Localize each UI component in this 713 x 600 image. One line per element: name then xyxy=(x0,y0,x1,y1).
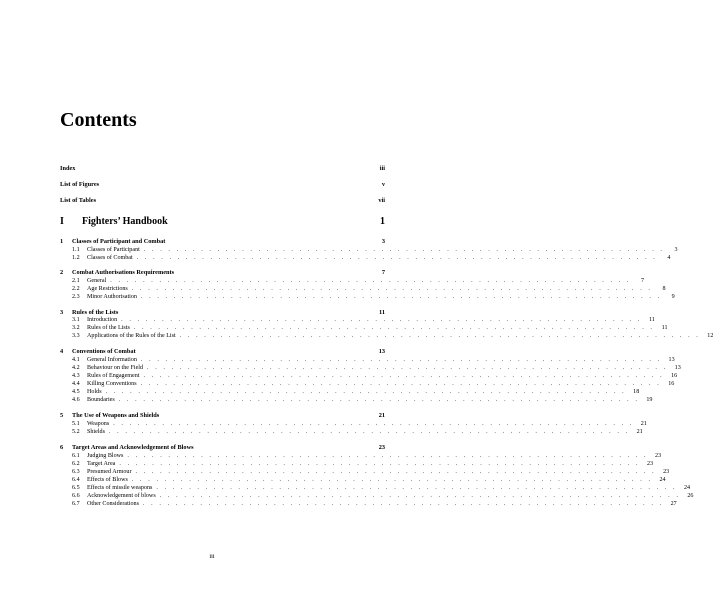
toc-section-number: 6.3 xyxy=(72,469,80,475)
toc-section-number: 4.5 xyxy=(72,389,80,395)
toc-section-number: 5.2 xyxy=(72,429,80,435)
toc-chapter-page: 23 xyxy=(378,444,385,451)
dot-leader: . . . . . . . . . . . . . . . . . . . . . . . . . . . . . . . . . . . . . . . . . . . . . . . . . . . . . . . . . . . . . . . . xyxy=(143,373,665,379)
toc-chapter-title: Conventions of Combat xyxy=(72,348,136,355)
toc-entry-part[interactable] xyxy=(60,216,385,228)
toc-chapter-page: 13 xyxy=(378,348,385,355)
dot-leader: . . . . . . . . . . . . . . . . . . . . . . . . . . . . . . . . . . . . . . . . . . . . . . . . . . . . . . . . . . . . . . . . xyxy=(156,485,678,491)
toc-section-title: Judging Blows xyxy=(87,453,124,459)
toc-chapter-page: 3 xyxy=(381,238,385,245)
toc-section-title: Other Considerations xyxy=(87,501,139,507)
toc-section-page: 12 xyxy=(707,333,713,339)
dot-leader: . . . . . . . . . . . . . . . . . . . . . . . . . . . . . . . . . . . . . . . . . . . . . . . . . . . . . . . . . . . . . . . . xyxy=(118,397,640,403)
toc-entry-title: List of Tables xyxy=(60,197,97,204)
toc-section-page: 13 xyxy=(674,365,681,371)
toc-section-page: 4 xyxy=(667,255,671,261)
dot-leader: . . . . . . . . . . . . . . . . . . . . . . . . . . . . . . . . . . . . . . . . . . . . . . . . . . . . . . . . . . . . . . . . xyxy=(113,421,634,427)
toc-entry-section[interactable] xyxy=(60,254,671,262)
toc-section-number: 3.2 xyxy=(72,325,80,331)
toc-section-number: 1.1 xyxy=(72,247,80,253)
toc-section-number: 3.1 xyxy=(72,317,80,323)
toc-section-title: Effects of missile weapons xyxy=(87,485,153,491)
toc-section-title: Classes of Participant xyxy=(87,247,140,253)
page-title: Contents xyxy=(60,109,137,131)
toc-section-number: 6.5 xyxy=(72,485,80,491)
toc-section-page: 23 xyxy=(647,461,654,467)
toc-entry-page: v xyxy=(381,181,385,188)
toc-section-number: 6.7 xyxy=(72,501,80,507)
dot-leader: . . . . . . . . . . . . . . . . . . . . . . . . . . . . . . . . . . . . . . . . . . . . . . . . . . . . . . . . . . . . . . . . xyxy=(131,286,653,292)
dot-leader: . . . . . . . . . . . . . . . . . . . . . . . . . . . . . . . . . . . . . . . . . . . . . . . . . . . . . . . . . . . . . . . . xyxy=(142,501,664,507)
toc-chapter-title: Target Areas and Acknowledgement of Blows xyxy=(72,444,194,451)
toc-section-number: 6.1 xyxy=(72,453,80,459)
toc-entry-chapter[interactable] xyxy=(60,411,385,420)
toc-section-page: 23 xyxy=(663,469,670,475)
toc-section-number: 6.2 xyxy=(72,461,80,467)
toc-section-number: 4.2 xyxy=(72,365,80,371)
toc-entry-front-matter[interactable] xyxy=(60,164,385,173)
dot-leader: . . . . . . . . . . . . . . . . . . . . . . . . . . . . . . . . . . . . . . . . . . . . . . . . . . . . . . . . . . . . . . . . xyxy=(179,333,701,339)
toc-entry-section[interactable] xyxy=(60,428,643,436)
dot-leader: . . . . . . . . . . . . . . . . . . . . . . . . . . . . . . . . . . . . . . . . . . . . . . . . . . . . . . . . . . . . . . . . xyxy=(143,247,665,253)
toc-entry-section[interactable] xyxy=(60,332,713,340)
toc-entry-title: List of Figures xyxy=(60,181,100,188)
toc-entry-page: vii xyxy=(378,197,385,204)
toc-chapter-title: Classes of Participant and Combat xyxy=(72,238,166,245)
toc-section-title: Acknowledgement of blows xyxy=(87,493,156,499)
toc-section-title: Minor Authorisation xyxy=(87,294,137,300)
toc-section-number: 4.6 xyxy=(72,397,80,403)
toc-section-title: Classes of Combat xyxy=(87,255,133,261)
toc-section-title: Age Restrictions xyxy=(87,286,128,292)
toc-entry-section[interactable] xyxy=(60,500,677,508)
toc-chapter-page: 7 xyxy=(381,269,385,276)
toc-section-number: 2.2 xyxy=(72,286,80,292)
toc-section-title: Target Area xyxy=(87,461,116,467)
toc-section-title: Rules of the Lists xyxy=(87,325,130,331)
toc-section-title: Presumed Armour xyxy=(87,469,132,475)
toc-section-page: 7 xyxy=(640,278,644,284)
toc-section-title: Holds xyxy=(87,389,102,395)
dot-leader: . . . . . . . . . . . . . . . . . . . . . . . . . . . . . . . . . . . . . . . . . . . . . . . . . . . . . . . . . . . . . . . . xyxy=(159,493,681,499)
dot-leader: . . . . . . . . . . . . . . . . . . . . . . . . . . . . . . . . . . . . . . . . . . . . . . . . . . . . . . . . . . . . . . . . xyxy=(108,429,630,435)
dot-leader: . . . . . . . . . . . . . . . . . . . . . . . . . . . . . . . . . . . . . . . . . . . . . . . . . . . . . . . . . . . . . . . . xyxy=(140,294,662,300)
toc-chapter-number: 2 xyxy=(60,269,64,276)
dot-leader: . . . . . . . . . . . . . . . . . . . . . . . . . . . . . . . . . . . . . . . . . . . . . . . . . . . . . . . . . . . . . . . . xyxy=(140,381,662,387)
dot-leader: . . . . . . . . . . . . . . . . . . . . . . . . . . . . . . . . . . . . . . . . . . . . . . . . . . . . . . . . . . . . . . . . xyxy=(147,365,668,371)
toc-section-page: 23 xyxy=(655,453,662,459)
toc-section-page: 16 xyxy=(668,381,675,387)
toc-entry-section[interactable] xyxy=(60,396,653,404)
toc-section-title: General xyxy=(87,278,107,284)
toc-entry-chapter[interactable] xyxy=(60,443,385,452)
toc-section-page: 13 xyxy=(668,357,675,363)
toc-chapter-number: 1 xyxy=(60,238,64,245)
toc-chapter-number: 4 xyxy=(60,348,64,355)
toc-section-title: Shields xyxy=(87,429,105,435)
dot-leader: . . . . . . . . . . . . . . . . . . . . . . . . . . . . . . . . . . . . . . . . . . . . . . . . . . . . . . . . . . . . . . . . xyxy=(105,389,627,395)
dot-leader: . . . . . . . . . . . . . . . . . . . . . . . . . . . . . . . . . . . . . . . . . . . . . . . . . . . . . . . . . . . . . . . . xyxy=(121,317,642,323)
toc-section-number: 4.1 xyxy=(72,357,80,363)
toc-entry-chapter[interactable] xyxy=(60,237,385,246)
toc-section-page: 8 xyxy=(662,286,666,292)
toc-entry-chapter[interactable] xyxy=(60,268,385,277)
toc-section-page: 9 xyxy=(671,294,675,300)
toc-entry-front-matter[interactable] xyxy=(60,180,385,189)
toc-entry-chapter[interactable] xyxy=(60,347,385,356)
toc-section-number: 6.6 xyxy=(72,493,80,499)
toc-chapter-number: 3 xyxy=(60,309,64,316)
toc-section-title: Behaviour on the Field xyxy=(87,365,144,371)
toc-section-title: Weapons xyxy=(87,421,110,427)
toc-section-number: 1.2 xyxy=(72,255,80,261)
toc-section-page: 3 xyxy=(674,247,678,253)
toc-section-number: 4.3 xyxy=(72,373,80,379)
dot-leader: . . . . . . . . . . . . . . . . . . . . . . . . . . . . . . . . . . . . . . . . . . . . . . . . . . . . . . . . . . . . . . . . xyxy=(110,278,631,284)
toc-section-title: Applications of the Rules of the List xyxy=(87,333,176,339)
toc-section-title: Effects of Blows xyxy=(87,477,128,483)
toc-section-number: 5.1 xyxy=(72,421,80,427)
toc-section-title: Introduction xyxy=(87,317,118,323)
toc-section-title: Rules of Engagement xyxy=(87,373,140,379)
toc-chapter-number: 5 xyxy=(60,412,64,419)
toc-chapter-title: Combat Authorisations Requirements xyxy=(72,269,175,276)
toc-chapter-number: 6 xyxy=(60,444,64,451)
dot-leader: . . . . . . . . . . . . . . . . . . . . . . . . . . . . . . . . . . . . . . . . . . . . . . . . . . . . . . . . . . . . . . . . xyxy=(131,477,653,483)
toc-section-page: 24 xyxy=(659,477,666,483)
dot-leader: . . . . . . . . . . . . . . . . . . . . . . . . . . . . . . . . . . . . . . . . . . . . . . . . . . . . . . . . . . . . . . . . xyxy=(133,325,655,331)
toc-section-number: 3.3 xyxy=(72,333,80,339)
toc-section-page: 19 xyxy=(646,397,653,403)
toc-section-title: Killing Conventions xyxy=(87,381,137,387)
toc-chapter-title: Rules of the Lists xyxy=(72,309,119,316)
toc-section-page: 27 xyxy=(670,501,677,507)
toc-section-page: 26 xyxy=(687,493,694,499)
toc-section-page: 18 xyxy=(633,389,640,395)
toc-entry-page: iii xyxy=(379,165,385,172)
toc-section-page: 11 xyxy=(661,325,668,331)
toc-section-page: 21 xyxy=(640,421,647,427)
toc-section-page: 24 xyxy=(684,485,691,491)
dot-leader: . . . . . . . . . . . . . . . . . . . . . . . . . . . . . . . . . . . . . . . . . . . . . . . . . . . . . . . . . . . . . . . . xyxy=(127,453,649,459)
toc-chapter-title: The Use of Weapons and Shields xyxy=(72,412,160,419)
toc-section-page: 16 xyxy=(671,373,678,379)
toc-section-number: 2.1 xyxy=(72,278,80,284)
toc-entry-front-matter[interactable] xyxy=(60,196,385,205)
toc-part-page: 1 xyxy=(380,216,385,227)
dot-leader: . . . . . . . . . . . . . . . . . . . . . . . . . . . . . . . . . . . . . . . . . . . . . . . . . . . . . . . . . . . . . . . . xyxy=(135,469,657,475)
dot-leader: . . . . . . . . . . . . . . . . . . . . . . . . . . . . . . . . . . . . . . . . . . . . . . . . . . . . . . . . . . . . . . . . xyxy=(136,255,658,261)
dot-leader: . . . . . . . . . . . . . . . . . . . . . . . . . . . . . . . . . . . . . . . . . . . . . . . . . . . . . . . . . . . . . . . . xyxy=(140,357,662,363)
toc-section-page: 21 xyxy=(636,429,643,435)
toc-section-page: 11 xyxy=(648,317,655,323)
toc-chapter-page: 21 xyxy=(378,412,385,419)
toc-entry-section[interactable] xyxy=(60,293,675,301)
toc-section-title: Boundaries xyxy=(87,397,115,403)
dot-leader: . . . . . . . . . . . . . . . . . . . . . . . . . . . . . . . . . . . . . . . . . . . . . . . . . . . . . . . . . . . . . . . . xyxy=(119,461,641,467)
page-number: iii xyxy=(209,553,215,560)
toc-section-number: 6.4 xyxy=(72,477,80,483)
toc-entry-title: Index xyxy=(60,165,76,172)
toc-section-title: General Information xyxy=(87,357,137,363)
toc-part-title: Fighters’ Handbook xyxy=(82,216,168,227)
toc-part-number: I xyxy=(60,216,64,227)
toc-section-number: 4.4 xyxy=(72,381,80,387)
toc-section-number: 2.3 xyxy=(72,294,80,300)
toc-chapter-page: 11 xyxy=(379,309,385,316)
